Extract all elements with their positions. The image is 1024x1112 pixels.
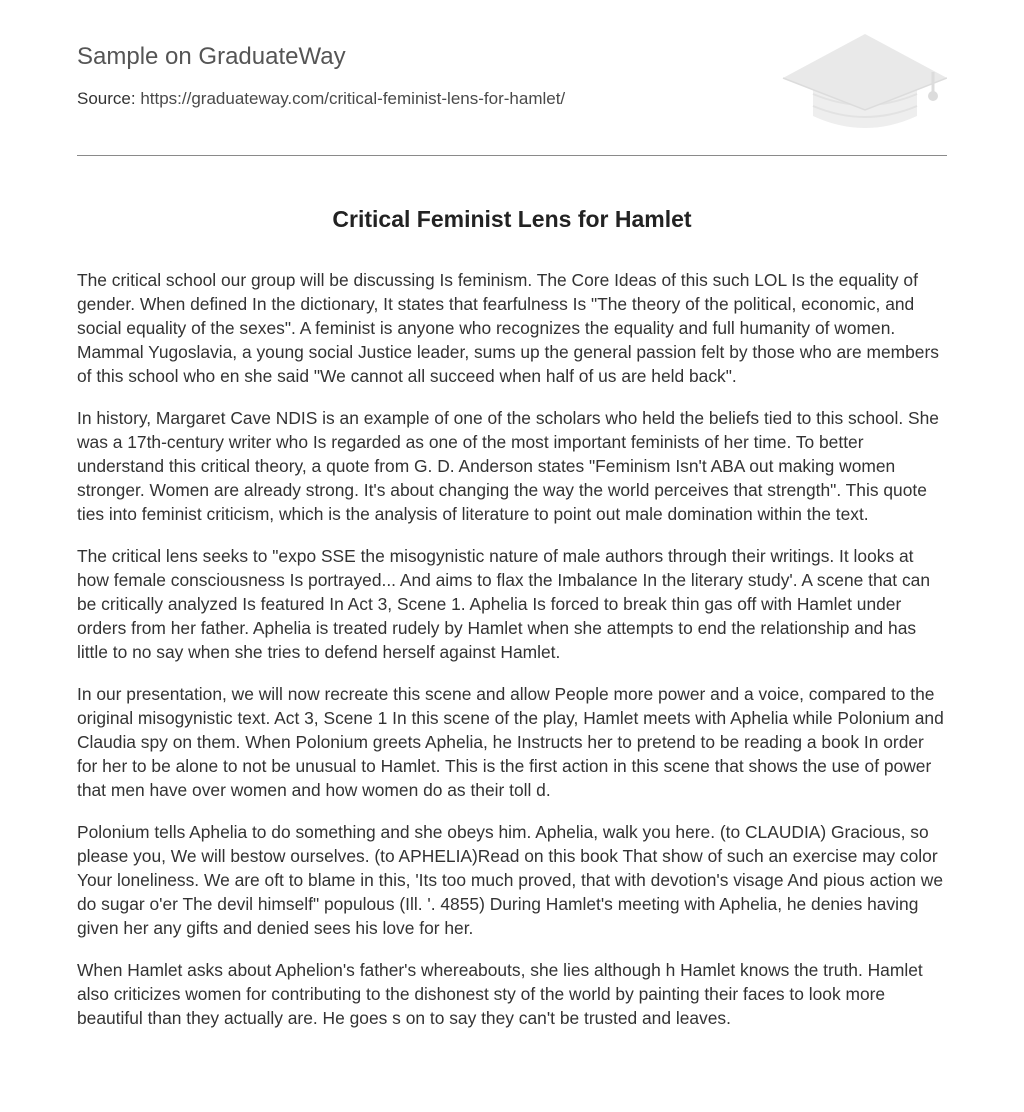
source-line — [77, 89, 565, 109]
paragraph: The critical school our group will be discussing Is feminism. The Core Ideas of this such LOL Is the equality of gender. When defined In the dictionary, It states that fearfulness Is "The theory of the political, economic, and social equality of the sexes". A feminist is anyone who recognizes the equality and full humanity of women. Mammal Yugoslavia, a young social Justice leader, sums up the general passion felt by those who are members of this school who en she said "We cannot all succeed when half of us are held back". — [77, 270, 939, 386]
paragraph: In history, Margaret Cave NDIS is an example of one of the scholars who held the beliefs tied to this school. She was a 17th-century writer who Is regarded as one of the most important feminists of her time. To better understand this critical theory, a quote from G. D. Anderson states "Feminism Isn't ABA out making women stronger. Women are already strong. It's about changing the way the world perceives that strength". This quote ties into feminist criticism, which is the analysis of literature to point out male domination within the text. — [77, 408, 939, 524]
paragraph: The critical lens seeks to "expo SSE the misogynistic nature of male authors through their writings. It looks at how female consciousness Is portrayed... And aims to flax the Imbalance In the literary study'. A scene that can be critically analyzed Is featured In Act 3, Scene 1. Aphelia Is forced to break thin gas off with Hamlet under orders from her father. Aphelia is treated rudely by Hamlet when she attempts to end the relationship and has little to no say when she tries to defend herself against Hamlet. — [77, 546, 931, 662]
document-body — [77, 268, 947, 1048]
paragraph: When Hamlet asks about Aphelion's father's whereabouts, she lies although h Hamlet knows the truth. Hamlet also criticizes women for contributing to the dishonest sty of the world by painting their faces to look more beautiful than they actually are. He goes s on to say they can't be trusted and leaves. — [77, 960, 923, 1028]
source-link[interactable]: https://graduateway.com/critical-feminist-lens-for-hamlet/ — [140, 89, 566, 108]
graduation-cap-icon — [781, 30, 947, 134]
paragraph: In our presentation, we will now recreate this scene and allow People more power and a voice, compared to the original misogynistic text. Act 3, Scene 1 In this scene of the play, Hamlet meets with Aphelia while Polonium and Claudia spy on them. When Polonium greets Aphelia, he Instructs her to pretend to be reading a book In order for her to be alone to not be unusual to Hamlet. This is the first action in this scene that shows the use of power that men have over women and how women do as their toll d. — [77, 684, 944, 800]
document-title: Critical Feminist Lens for Hamlet — [332, 206, 692, 232]
source-label: Source: — [77, 89, 136, 108]
site-title: Sample on GraduateWay — [77, 43, 346, 70]
paragraph: Polonium tells Aphelia to do something and she obeys him. Aphelia, walk you here. (to CLAUDIA) Gracious, so please you, We will bestow ourselves. (to APHELIA)Read on this book That show of such an exercise may color Your loneliness. We are oft to blame in this, 'Its too much proved, that with devotion's visage And pious action we do sugar o'er The devil himself" populous (Ill. '. 4855) During Hamlet's meeting with Aphelia, he denies having given her any gifts and denied sees his love for her. — [77, 822, 944, 938]
header-divider — [77, 155, 947, 156]
page-header — [77, 0, 947, 156]
